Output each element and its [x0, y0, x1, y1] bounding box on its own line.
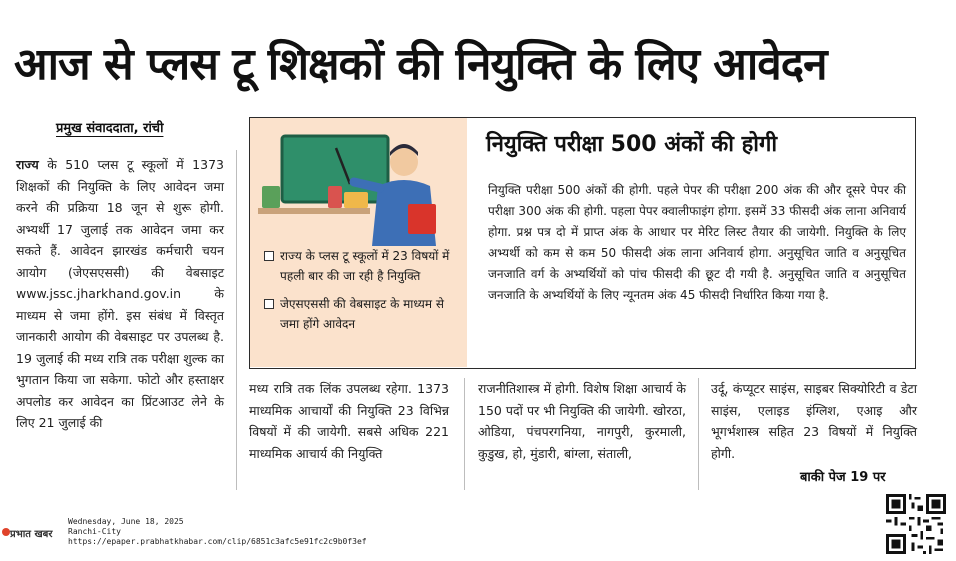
article-column-3: राजनीतिशास्त्र में होगी. विशेष शिक्षा आचार्य के 150 पदों पर भी नियुक्ति की जायेगी. खोरठा, ओडिया, पंचपरगनिया, नागपुरी, कुरमाली, कुडुख, हो, मुंडारी, बांग्ला, संताली,	[478, 381, 686, 461]
feature-box-title: नियुक्ति परीक्षा 500 अंकों की होगी	[486, 132, 778, 157]
highlight-item	[262, 294, 462, 334]
clip-url[interactable]: https://epaper.prabhatkhabar.com/clip/6851c3afc5e91fc2c9b0f3ef	[68, 537, 367, 546]
checkbox-square-icon	[264, 299, 274, 309]
highlight-text: राज्य के प्लस टू स्कूलों में 23 विषयों में पहली बार की जा रही है नियुक्ति	[280, 249, 450, 283]
headline: आज से प्लस टू शिक्षकों की नियुक्ति के लिए आवेदन	[14, 39, 827, 90]
highlight-list	[262, 246, 462, 342]
feature-box-panel	[250, 118, 467, 367]
continued-on-page: बाकी पेज 19 पर	[800, 470, 886, 485]
column-divider	[236, 150, 237, 490]
feature-box-body: नियुक्ति परीक्षा 500 अंकों की होगी. पहले पेपर की परीक्षा 200 अंक की और दूसरे पेपर की परीक्षा 300 अंक की होगी. पहला पेपर क्वालीफाइंग होगा. इसमें 33 फीसदी अंक लाना अनिवार्य होगा. प्रश्न पत्र दो में प्राप्त अंक के आधार पर मेरिट लिस्ट तैयार की जायेगी. नियुक्ति के लिए अभ्यर्थी को कम से कम 50 फीसदी अंक लाना अनिवार्य होगा. अनुसूचित जाति व अनुसूचित जनजाति वर्ग के अभ्यर्थियों को पांच फीसदी की छूट दी गयी है. अनुसूचित जाति व अनुसूचित जनजाति के अभ्यर्थियों के लिए न्यूनतम अंक 45 फीसदी निर्धारित किया गया है.	[488, 183, 906, 302]
feature-box	[249, 117, 916, 369]
article-column-2: मध्य रात्रि तक लिंक उपलब्ध रहेगा. 1373 माध्यमिक आचार्यों की नियुक्ति 23 विभिन्न विषयों में की जायेगी. सबसे अधिक 221 माध्यमिक आचार्य की नियुक्ति	[249, 381, 449, 461]
teacher-illustration-icon	[258, 126, 463, 246]
lead-word: राज्य	[16, 157, 39, 172]
article-column-4: उर्दू, कंप्यूटर साइंस, साइबर सिक्योरिटी व डेटा साइंस, एलाइड इंग्लिश, एआइ और भूगर्भशास्त्र सहित 23 विषयों में नियुक्ति होगी.	[711, 381, 917, 461]
top-rule	[0, 0, 956, 8]
logo-dot-icon	[2, 528, 10, 536]
article-column-1	[16, 154, 224, 494]
clip-date: Wednesday, June 18, 2025	[68, 517, 184, 526]
column-divider	[464, 378, 465, 490]
checkbox-square-icon	[264, 251, 274, 261]
qr-code-icon[interactable]	[886, 494, 946, 554]
byline: प्रमुख संवाददाता, रांची	[56, 121, 164, 136]
highlight-text: जेएसएससी की वेबसाइट के माध्यम से जमा होंगे आवेदन	[280, 297, 444, 331]
publisher-logo	[2, 522, 62, 544]
column-divider	[698, 378, 699, 490]
article-column-1-text: के 510 प्लस टू स्कूलों में 1373 शिक्षकों की नियुक्ति के लिए आवेदन जमा करने की प्रक्रिया 18 जून से शुरू होगी. अभ्यर्थी 17 जुलाई तक आवेदन जमा कर सकते हैं. आवेदन झारखंड कर्मचारी चयन आयोग (जेएसएससी) की वेबसाइट www.jssc.jharkhand.gov.in के माध्यम से जमा होंगे. इस संबंध में विस्तृत जानकारी आयोग की वेबसाइट पर उपलब्ध है. 19 जुलाई की मध्य रात्रि तक परीक्षा शुल्क का भुगतान किया जा सकेगा. फोटो और हस्ताक्षर अपलोड कर आवेदन का प्रिंटआउट लेने के लिए 21 जुलाई की	[16, 157, 224, 430]
logo-text: प्रभात खबर	[10, 529, 53, 540]
clip-meta	[68, 517, 367, 547]
highlight-item	[262, 246, 462, 286]
clip-edition: Ranchi-City	[68, 527, 121, 536]
